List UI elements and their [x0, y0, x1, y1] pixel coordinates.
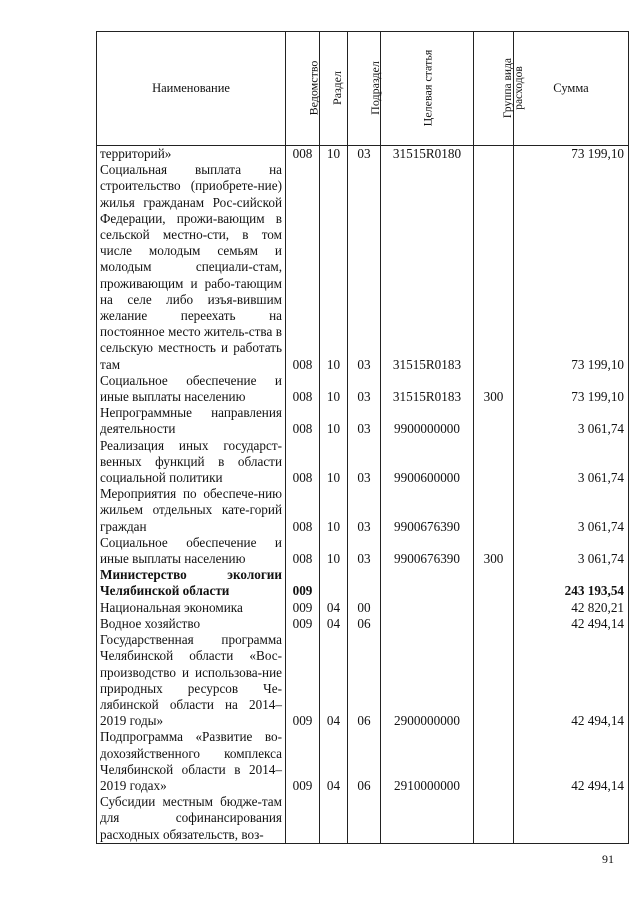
row-section: 10: [320, 146, 348, 163]
table-row: [97, 616, 629, 632]
row-sum: 3 061,74: [514, 486, 629, 535]
row-expense-group: [474, 794, 514, 843]
row-name: Социальное обеспечение и иные выплаты населению: [97, 373, 286, 405]
row-department: 009: [286, 632, 320, 729]
row-target-article: 9900000000: [381, 405, 474, 437]
row-sum: 73 199,10: [514, 162, 629, 373]
page-number: 91: [602, 852, 614, 866]
row-department: 008: [286, 146, 320, 163]
table-row: [97, 486, 629, 535]
row-department: 009: [286, 567, 320, 599]
header-sum: Сумма: [514, 32, 629, 146]
header-expense-group: Группа вида расходов: [474, 32, 514, 146]
table-row: [97, 729, 629, 794]
row-sum: 3 061,74: [514, 405, 629, 437]
table-row: [97, 535, 629, 567]
row-target-article: [381, 600, 474, 616]
row-subsection: 06: [348, 729, 381, 794]
row-target-article: 9900676390: [381, 535, 474, 567]
row-department: 009: [286, 729, 320, 794]
row-subsection: 03: [348, 162, 381, 373]
row-expense-group: [474, 405, 514, 437]
header-name: Наименование: [97, 32, 286, 146]
table-row: [97, 438, 629, 487]
table-row: [97, 567, 629, 599]
row-expense-group: [474, 616, 514, 632]
row-department: 008: [286, 373, 320, 405]
row-sum: 3 061,74: [514, 535, 629, 567]
row-subsection: 03: [348, 535, 381, 567]
budget-document: [96, 31, 629, 844]
header-subsection: Подраздел: [348, 32, 381, 146]
row-sum: 42 820,21: [514, 600, 629, 616]
row-name: Водное хозяйство: [97, 616, 286, 632]
row-name: Социальная выплата на строительство (приобрете-ние) жилья гражданам Рос-сийской Федерации, прожи-вающим в сельской местно-сти, в том числе молодым семьям и молодым специали-стам, проживающим и рабо-тающим на селе либо изъя-вившим желание переехать на постоянное место житель-ства в сельскую местность и работать там: [97, 162, 286, 373]
row-target-article: 2910000000: [381, 729, 474, 794]
row-name: Субсидии местным бюдже-там для софинансирования расходных обязательств, воз-: [97, 794, 286, 843]
row-expense-group: [474, 729, 514, 794]
row-name: Непрограммные направления деятельности: [97, 405, 286, 437]
row-subsection: 03: [348, 405, 381, 437]
row-section: 04: [320, 600, 348, 616]
budget-table: [96, 31, 629, 844]
row-section: 10: [320, 438, 348, 487]
table-row: [97, 373, 629, 405]
row-sum: [514, 794, 629, 843]
row-section: [320, 567, 348, 599]
row-section: 04: [320, 616, 348, 632]
header-target-article: Целевая статья: [381, 32, 474, 146]
row-expense-group: [474, 438, 514, 487]
header-section: Раздел: [320, 32, 348, 146]
row-section: [320, 794, 348, 843]
row-name: Национальная экономика: [97, 600, 286, 616]
row-expense-group: [474, 486, 514, 535]
row-target-article: [381, 794, 474, 843]
row-sum: 73 199,10: [514, 373, 629, 405]
row-section: 10: [320, 535, 348, 567]
row-subsection: 06: [348, 632, 381, 729]
row-name: территорий»: [97, 146, 286, 163]
row-name: Министерство экологии Челябинской области: [97, 567, 286, 599]
row-subsection: 03: [348, 146, 381, 163]
header-department: Ведомство: [286, 32, 320, 146]
row-target-article: 31515R0183: [381, 373, 474, 405]
table-header-row: [97, 32, 629, 146]
table-row: [97, 794, 629, 843]
row-target-article: 31515R0180: [381, 146, 474, 163]
row-section: 10: [320, 486, 348, 535]
row-section: 10: [320, 405, 348, 437]
row-target-article: 9900676390: [381, 486, 474, 535]
table-row: [97, 600, 629, 616]
row-target-article: 9900600000: [381, 438, 474, 487]
row-department: 008: [286, 535, 320, 567]
row-expense-group: [474, 600, 514, 616]
row-section: 04: [320, 632, 348, 729]
row-expense-group: [474, 632, 514, 729]
row-subsection: 00: [348, 600, 381, 616]
row-target-article: [381, 567, 474, 599]
table-row: [97, 162, 629, 373]
row-name: Мероприятия по обеспече-нию жильем отдельных кате-горий граждан: [97, 486, 286, 535]
row-subsection: 03: [348, 486, 381, 535]
row-expense-group: [474, 146, 514, 163]
row-department: 008: [286, 405, 320, 437]
row-name: Подпрограмма «Развитие во-дохозяйственного комплекса Челябинской области в 2014–2019 годах»: [97, 729, 286, 794]
row-expense-group: [474, 162, 514, 373]
row-department: 009: [286, 616, 320, 632]
row-name: Реализация иных государст-венных функций в области социальной политики: [97, 438, 286, 487]
row-section: 10: [320, 373, 348, 405]
row-sum: 73 199,10: [514, 146, 629, 163]
row-department: 008: [286, 162, 320, 373]
table-row: [97, 146, 629, 163]
row-expense-group: 300: [474, 373, 514, 405]
row-department: 008: [286, 438, 320, 487]
row-sum: 3 061,74: [514, 438, 629, 487]
row-target-article: [381, 616, 474, 632]
row-expense-group: 300: [474, 535, 514, 567]
row-subsection: 03: [348, 438, 381, 487]
row-subsection: 03: [348, 373, 381, 405]
row-section: 04: [320, 729, 348, 794]
row-department: 009: [286, 600, 320, 616]
row-subsection: [348, 794, 381, 843]
row-target-article: 2900000000: [381, 632, 474, 729]
row-section: 10: [320, 162, 348, 373]
table-row: [97, 632, 629, 729]
row-subsection: [348, 567, 381, 599]
row-sum: 42 494,14: [514, 729, 629, 794]
row-target-article: 31515R0183: [381, 162, 474, 373]
row-department: [286, 794, 320, 843]
row-subsection: 06: [348, 616, 381, 632]
row-sum: 42 494,14: [514, 616, 629, 632]
row-department: 008: [286, 486, 320, 535]
row-sum: 243 193,54: [514, 567, 629, 599]
row-expense-group: [474, 567, 514, 599]
row-sum: 42 494,14: [514, 632, 629, 729]
row-name: Социальное обеспечение и иные выплаты населению: [97, 535, 286, 567]
table-row: [97, 405, 629, 437]
row-name: Государственная программа Челябинской области «Вос-производство и использова-ние природных ресурсов Че-лябинской области на 2014–2019 годы»: [97, 632, 286, 729]
